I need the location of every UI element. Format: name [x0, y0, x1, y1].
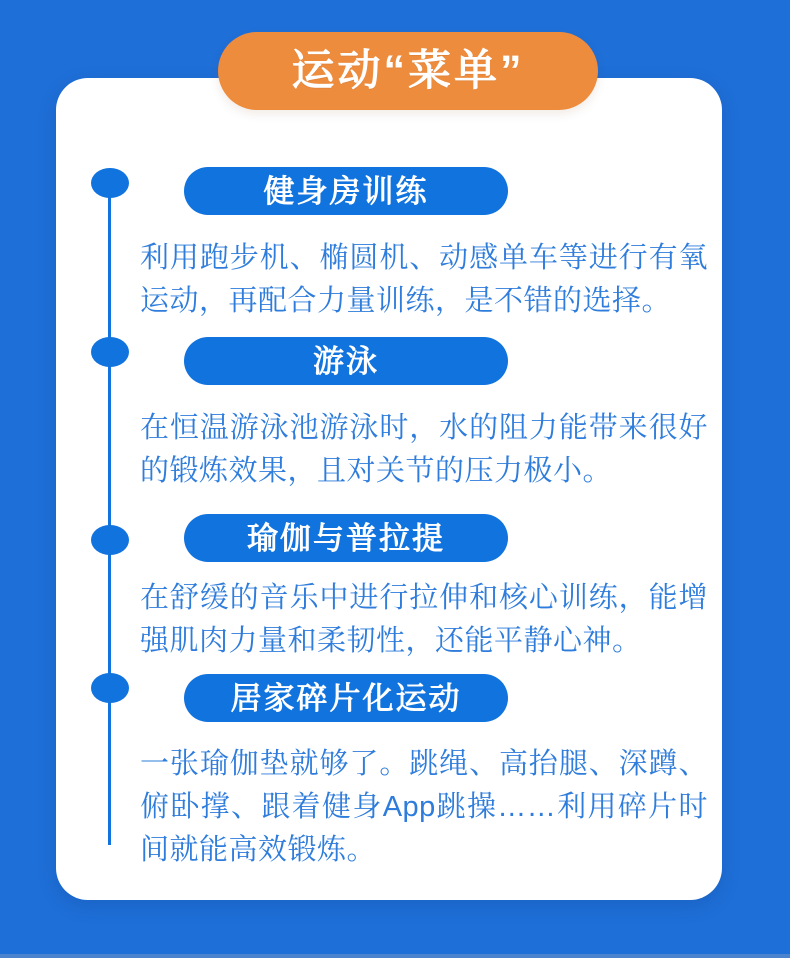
section-heading-swimming-label: 游泳: [313, 343, 379, 379]
title-banner: [218, 32, 598, 110]
section-body-swimming: 在恒温游泳池游泳时，水的阻力能带来很好的锻炼效果，且对关节的压力极小。: [140, 412, 708, 487]
section-body-home-exercise: 一张瑜伽垫就够了。跳绳、高抬腿、深蹲、俯卧撑、跟着健身App跳操……利用碎片时间就能高效锻炼。: [140, 748, 708, 866]
timeline-dot-3: [91, 525, 129, 555]
section-heading-home-exercise-label: 居家碎片化运动: [230, 680, 462, 716]
section-heading-yoga-pilates-label: 瑜伽与普拉提: [247, 520, 445, 556]
section-heading-yoga-pilates: [184, 514, 508, 562]
section-heading-gym-label: 健身房训练: [263, 173, 429, 209]
section-body-yoga-pilates: 在舒缓的音乐中进行拉伸和核心训练，能增强肌肉力量和柔韧性，还能平静心神。: [140, 582, 708, 657]
timeline-dot-4: [91, 673, 129, 703]
section-body-gym: 利用跑步机、椭圆机、动感单车等进行有氧运动，再配合力量训练，是不错的选择。: [140, 242, 708, 317]
section-heading-gym: [184, 167, 508, 215]
section-heading-home-exercise: [184, 674, 508, 722]
timeline-dot-2: [91, 337, 129, 367]
section-heading-swimming: [184, 337, 508, 385]
timeline-dot-1: [91, 168, 129, 198]
bottom-edge-strip: [0, 954, 790, 958]
timeline-line: [108, 183, 111, 845]
poster-title: 运动“菜单”: [291, 46, 525, 95]
